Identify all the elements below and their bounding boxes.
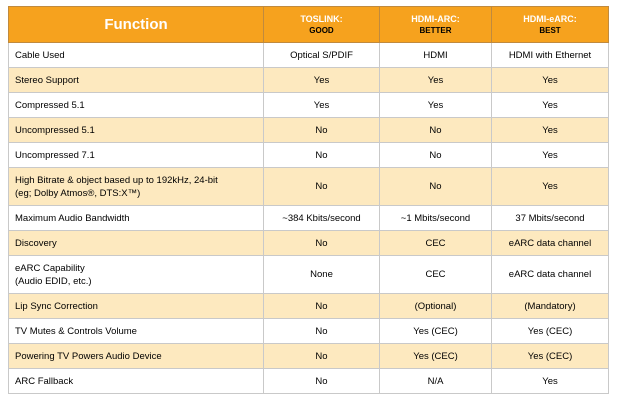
toslink-rating: GOOD xyxy=(309,26,334,35)
table-row xyxy=(9,68,609,93)
toslink-value: No xyxy=(264,369,380,394)
audio-format-comparison-table xyxy=(8,6,609,394)
hdmi-arc-value: No xyxy=(380,118,492,143)
row-label: Compressed 5.1 xyxy=(9,93,264,118)
row-label: Uncompressed 7.1 xyxy=(9,143,264,168)
toslink-value: No xyxy=(264,231,380,256)
row-label-line1: High Bitrate & object based up to 192kHz, 24-bit xyxy=(15,174,218,186)
toslink-value: Optical S/PDIF xyxy=(264,43,380,68)
table-row xyxy=(9,206,609,231)
hdmi-earc-value: HDMI with Ethernet xyxy=(492,43,609,68)
toslink-value: None xyxy=(264,256,380,294)
toslink-value: ~384 Kbits/second xyxy=(264,206,380,231)
row-label: ARC Fallback xyxy=(9,369,264,394)
hdmi-arc-value: N/A xyxy=(380,369,492,394)
hdmi-earc-value: 37 Mbits/second xyxy=(492,206,609,231)
toslink-header xyxy=(264,7,380,43)
table-row xyxy=(9,118,609,143)
table-body xyxy=(9,43,609,394)
table-row xyxy=(9,319,609,344)
table-row xyxy=(9,93,609,118)
table-row xyxy=(9,143,609,168)
row-label: Discovery xyxy=(9,231,264,256)
table-row xyxy=(9,369,609,394)
toslink-value: No xyxy=(264,118,380,143)
row-label: Cable Used xyxy=(9,43,264,68)
row-label-line1: eARC Capability xyxy=(15,262,85,274)
hdmi-arc-value: Yes (CEC) xyxy=(380,344,492,369)
hdmi-earc-value: Yes xyxy=(492,369,609,394)
hdmi-earc-value: (Mandatory) xyxy=(492,294,609,319)
row-label: Stereo Support xyxy=(9,68,264,93)
hdmi-earc-value: Yes xyxy=(492,93,609,118)
toslink-value: No xyxy=(264,294,380,319)
toslink-value: No xyxy=(264,168,380,206)
table-row xyxy=(9,168,609,206)
table-row xyxy=(9,294,609,319)
hdmi-arc-value: CEC xyxy=(380,256,492,294)
hdmi-earc-value: Yes xyxy=(492,143,609,168)
hdmi-arc-value: No xyxy=(380,143,492,168)
toslink-value: No xyxy=(264,319,380,344)
row-label-line2: (Audio EDID, etc.) xyxy=(15,275,92,287)
hdmi-arc-value: ~1 Mbits/second xyxy=(380,206,492,231)
hdmi-arc-title: HDMI-ARC: xyxy=(411,14,460,24)
row-label: Powering TV Powers Audio Device xyxy=(9,344,264,369)
toslink-title: TOSLINK: xyxy=(300,14,343,24)
hdmi-arc-value: (Optional) xyxy=(380,294,492,319)
table-row xyxy=(9,43,609,68)
row-label: Maximum Audio Bandwidth xyxy=(9,206,264,231)
table-row xyxy=(9,256,609,294)
hdmi-earc-value: Yes (CEC) xyxy=(492,344,609,369)
row-label: Lip Sync Correction xyxy=(9,294,264,319)
hdmi-arc-value: CEC xyxy=(380,231,492,256)
hdmi-arc-rating: BETTER xyxy=(419,26,452,35)
table-header-row xyxy=(9,7,609,43)
hdmi-arc-value: Yes (CEC) xyxy=(380,319,492,344)
row-label xyxy=(9,168,264,206)
hdmi-earc-value: Yes xyxy=(492,118,609,143)
comparison-table-container xyxy=(8,6,608,394)
row-label: Uncompressed 5.1 xyxy=(9,118,264,143)
hdmi-earc-value: Yes xyxy=(492,168,609,206)
hdmi-earc-value: eARC data channel xyxy=(492,256,609,294)
hdmi-earc-rating: BEST xyxy=(539,26,561,35)
row-label-line2: (eg; Dolby Atmos®, DTS:X™) xyxy=(15,187,141,199)
hdmi-earc-value: eARC data channel xyxy=(492,231,609,256)
hdmi-earc-value: Yes xyxy=(492,68,609,93)
table-row xyxy=(9,344,609,369)
row-label xyxy=(9,256,264,294)
hdmi-arc-header xyxy=(380,7,492,43)
toslink-value: Yes xyxy=(264,93,380,118)
hdmi-earc-title: HDMI-eARC: xyxy=(523,14,577,24)
hdmi-earc-header xyxy=(492,7,609,43)
function-header: Function xyxy=(9,7,264,43)
row-label: TV Mutes & Controls Volume xyxy=(9,319,264,344)
hdmi-arc-value: No xyxy=(380,168,492,206)
toslink-value: No xyxy=(264,143,380,168)
table-row xyxy=(9,231,609,256)
hdmi-arc-value: HDMI xyxy=(380,43,492,68)
hdmi-earc-value: Yes (CEC) xyxy=(492,319,609,344)
hdmi-arc-value: Yes xyxy=(380,68,492,93)
toslink-value: No xyxy=(264,344,380,369)
toslink-value: Yes xyxy=(264,68,380,93)
hdmi-arc-value: Yes xyxy=(380,93,492,118)
